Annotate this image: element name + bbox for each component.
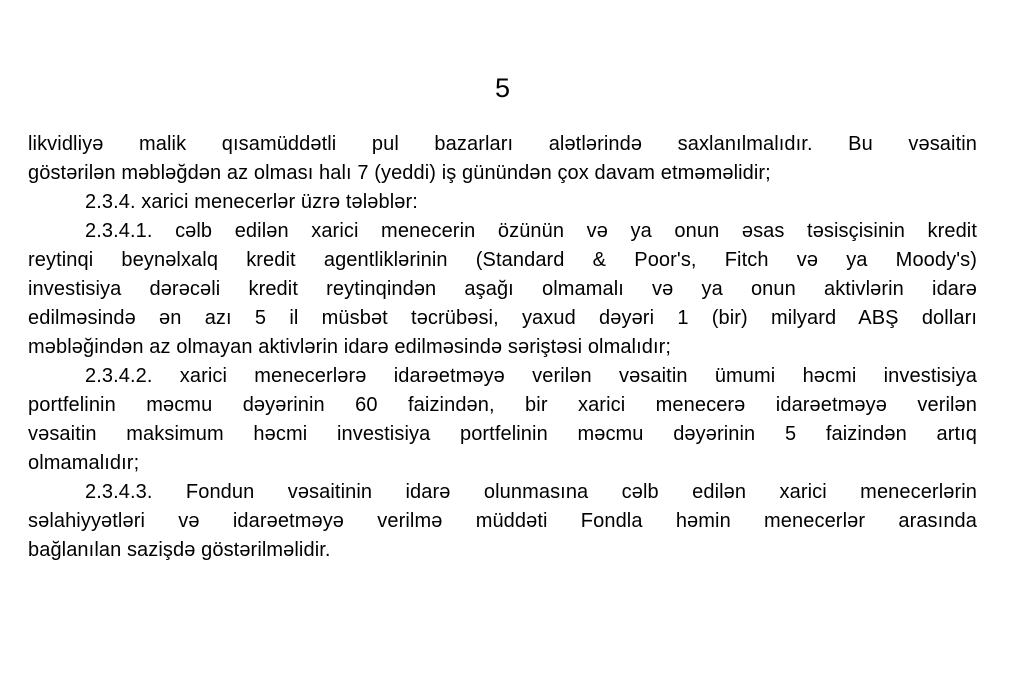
text-line: likvidliyə malik qısamüddətli pul bazarları alətlərində saxlanılmalıdır. Bu vəsaitin — [28, 133, 977, 155]
text-line: 2.3.4. xarici menecerlər üzrə tələblər: — [85, 191, 418, 213]
text-line: məbləğindən az olmayan aktivlərin idarə edilməsində səriştəsi olmalıdır; — [28, 336, 672, 358]
document-body — [28, 130, 977, 565]
text-line: investisiya dərəcəli kredit reytinqindən aşağı olmamalı və ya onun aktivlərin idarə — [28, 278, 977, 300]
text-line: edilməsində ən azı 5 il müsbət təcrübəsi, yaxud dəyəri 1 (bir) milyard ABŞ dolları — [28, 307, 977, 329]
text-line: 2.3.4.2. xarici menecerlərə idarəetməyə verilən vəsaitin ümumi həcmi investisiya — [85, 365, 977, 387]
text-line: olmamalıdır; — [28, 452, 140, 474]
text-line: bağlanılan sazişdə göstərilməlidir. — [28, 539, 331, 561]
paragraph — [28, 478, 977, 565]
text-line: səlahiyyətləri və idarəetməyə verilmə müddəti Fondla həmin menecerlər arasında — [28, 510, 977, 532]
text-line: 2.3.4.3. Fondun vəsaitinin idarə olunmasına cəlb edilən xarici menecerlərin — [85, 481, 977, 503]
text-line: portfelinin məcmu dəyərinin 60 faizindən, bir xarici menecerə idarəetməyə verilən — [28, 394, 977, 416]
text-line: 2.3.4.1. cəlb edilən xarici menecerin özünün və ya onun əsas təsisçisinin kredit — [85, 220, 977, 242]
text-line: reytinqi beynəlxalq kredit agentliklərinin (Standard & Poor's, Fitch və ya Moody's) — [28, 249, 977, 271]
paragraph — [28, 188, 977, 217]
text-line: göstərilən məbləğdən az olması halı 7 (yeddi) iş günündən çox davam etməməlidir; — [28, 162, 771, 184]
paragraph — [28, 362, 977, 478]
text-line: vəsaitin maksimum həcmi investisiya portfelinin məcmu dəyərinin 5 faizindən artıq — [28, 423, 977, 445]
page-number: 5 — [494, 73, 511, 103]
paragraph — [28, 130, 977, 188]
paragraph — [28, 217, 977, 362]
